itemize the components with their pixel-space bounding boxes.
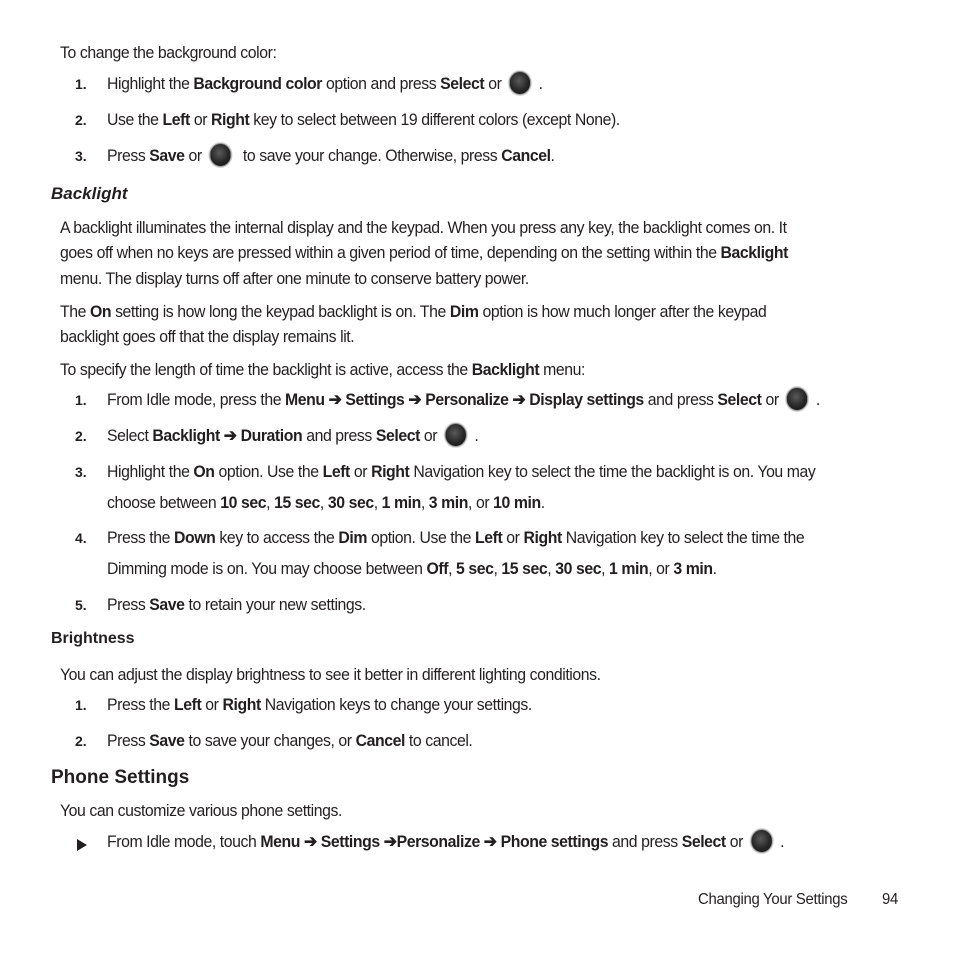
step-number: 2. <box>75 428 87 444</box>
br-step-1: Press the Left or Right Navigation keys to change your settings. <box>107 695 532 714</box>
select-key-icon <box>509 71 531 95</box>
bg-step-3: Press Save or to save your change. Otherwise, press Cancel. <box>107 146 555 167</box>
step-number: 1. <box>75 76 87 92</box>
page-number: 94 <box>882 891 898 908</box>
arrow-bullet-icon <box>77 839 87 851</box>
backlight-para-2-line-1: The On setting is how long the keypad backlight is on. The Dim option is how much longer after the keypad <box>60 302 767 321</box>
bl-step-2: Select Backlight ➔ Duration and press Select or . <box>107 426 478 447</box>
phone-settings-heading: Phone Settings <box>51 767 190 788</box>
bl-step-4-line-2: Dimming mode is on. You may choose between Off, 5 sec, 15 sec, 30 sec, 1 min, or 3 min. <box>107 559 717 578</box>
select-key-icon <box>445 423 467 447</box>
bl-step-3-line-1: Highlight the On option. Use the Left or Right Navigation key to select the time the backlight is on. You may <box>107 462 816 481</box>
bl-step-3-line-2: choose between 10 sec, 15 sec, 30 sec, 1 min, 3 min, or 10 min. <box>107 493 545 512</box>
step-number: 5. <box>75 597 87 613</box>
bl-step-5: Press Save to retain your new settings. <box>107 595 366 614</box>
step-number: 3. <box>75 464 87 480</box>
step-number: 1. <box>75 697 87 713</box>
step-number: 2. <box>75 733 87 749</box>
select-key-icon <box>750 829 772 853</box>
phone-step: From Idle mode, touch Menu ➔ Settings ➔Personalize ➔ Phone settings and press Select or . <box>107 832 784 853</box>
brightness-para: You can adjust the display brightness to see it better in different lighting conditions. <box>60 665 601 684</box>
step-number: 4. <box>75 530 87 546</box>
step-number: 1. <box>75 392 87 408</box>
br-step-2: Press Save to save your changes, or Cancel to cancel. <box>107 731 473 750</box>
intro-text: To change the background color: <box>60 43 277 62</box>
bg-step-1: Highlight the Background color option and press Select or . <box>107 74 543 95</box>
bl-step-1: From Idle mode, press the Menu ➔ Settings ➔ Personalize ➔ Display settings and press Select or . <box>107 390 820 411</box>
select-key-icon <box>786 387 808 411</box>
step-number: 3. <box>75 148 87 164</box>
backlight-para-1-line-1: A backlight illuminates the internal display and the keypad. When you press any key, the backlight comes on. It <box>60 218 787 237</box>
backlight-heading: Backlight <box>51 184 128 203</box>
backlight-para-1-line-3: menu. The display turns off after one minute to conserve battery power. <box>60 269 529 288</box>
backlight-para-1-line-2: goes off when no keys are pressed within a given period of time, depending on the setting within the Backlight <box>60 243 788 262</box>
brightness-heading: Brightness <box>51 630 135 647</box>
step-number: 2. <box>75 112 87 128</box>
backlight-para-3: To specify the length of time the backlight is active, access the Backlight menu: <box>60 360 585 379</box>
bg-step-2: Use the Left or Right key to select between 19 different colors (except None). <box>107 110 620 129</box>
phone-settings-para: You can customize various phone settings. <box>60 801 342 820</box>
select-key-icon <box>209 143 231 167</box>
footer-section-title: Changing Your Settings <box>698 891 848 908</box>
bl-step-4-line-1: Press the Down key to access the Dim option. Use the Left or Right Navigation key to select the time the <box>107 528 805 547</box>
backlight-para-2-line-2: backlight goes off that the display remains lit. <box>60 327 355 346</box>
